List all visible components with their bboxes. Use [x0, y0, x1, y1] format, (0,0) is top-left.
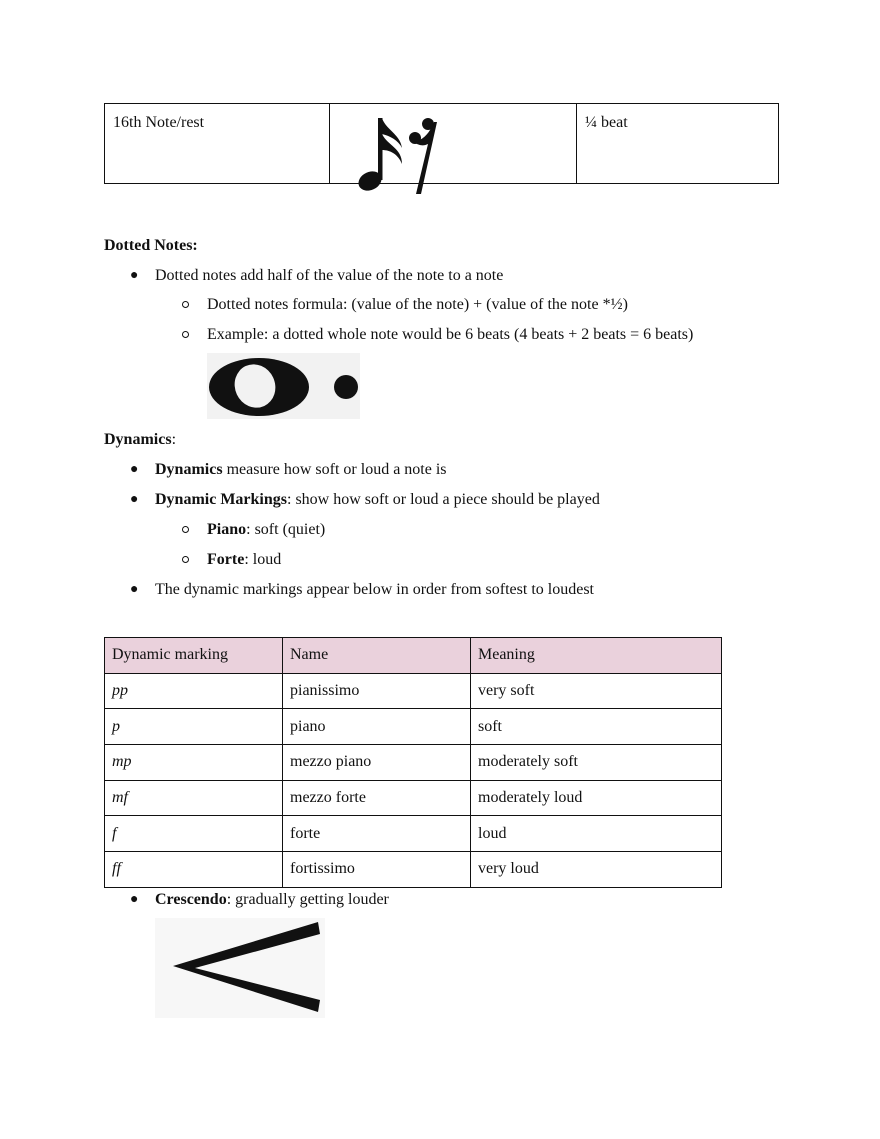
- header-meaning: Meaning: [471, 638, 722, 674]
- table-header-row: [105, 638, 722, 674]
- marking-cell: mp: [105, 745, 283, 781]
- marking-cell: f: [105, 816, 283, 852]
- name-cell: piano: [283, 709, 471, 745]
- table-row: [105, 709, 722, 745]
- dynamics-heading: Dynamics:: [104, 431, 177, 448]
- dotted-formula-text: Dotted notes formula: (value of the note) + (value of the note *½): [207, 296, 628, 313]
- dotted-example-text: Example: a dotted whole note would be 6 beats (4 beats + 2 beats = 6 beats): [207, 326, 694, 343]
- table-row: [105, 745, 722, 781]
- note-duration-cell: ¼ beat: [577, 104, 779, 184]
- table-row: [105, 673, 722, 709]
- name-cell: fortissimo: [283, 852, 471, 888]
- name-cell: mezzo forte: [283, 780, 471, 816]
- sixteenth-note-rest-icon: [342, 104, 462, 204]
- dotted-whole-note-icon: [207, 353, 360, 419]
- name-cell: pianissimo: [283, 673, 471, 709]
- circle-bullet-icon: [182, 331, 189, 338]
- table-row: [105, 852, 722, 888]
- bullet-icon: ●: [130, 492, 139, 507]
- table-row: [105, 780, 722, 816]
- note-symbol-cell: [330, 104, 577, 184]
- piano-definition: Piano: soft (quiet): [207, 521, 326, 538]
- note-value-table: [104, 103, 779, 184]
- forte-definition: Forte: loud: [207, 551, 282, 568]
- table-row: [105, 104, 779, 184]
- dotted-notes-heading: Dotted Notes:: [104, 237, 198, 254]
- dynamics-order-note: The dynamic markings appear below in order from softest to loudest: [155, 581, 594, 598]
- marking-cell: p: [105, 709, 283, 745]
- crescendo-definition: Crescendo: gradually getting louder: [155, 891, 389, 908]
- header-name: Name: [283, 638, 471, 674]
- meaning-cell: soft: [471, 709, 722, 745]
- meaning-cell: very soft: [471, 673, 722, 709]
- header-dynamic-marking: Dynamic marking: [105, 638, 283, 674]
- note-name-cell: 16th Note/rest: [105, 104, 330, 184]
- dotted-bullet-text: Dotted notes add half of the value of the note to a note: [155, 267, 504, 284]
- dynamics-table: [104, 637, 722, 888]
- bullet-icon: ●: [130, 892, 139, 907]
- meaning-cell: very loud: [471, 852, 722, 888]
- marking-cell: pp: [105, 673, 283, 709]
- bullet-icon: ●: [130, 582, 139, 597]
- circle-bullet-icon: [182, 556, 189, 563]
- meaning-cell: moderately loud: [471, 780, 722, 816]
- name-cell: mezzo piano: [283, 745, 471, 781]
- meaning-cell: moderately soft: [471, 745, 722, 781]
- dynamics-definition: Dynamics measure how soft or loud a note is: [155, 461, 447, 478]
- marking-cell: mf: [105, 780, 283, 816]
- meaning-cell: loud: [471, 816, 722, 852]
- marking-cell: ff: [105, 852, 283, 888]
- circle-bullet-icon: [182, 301, 189, 308]
- crescendo-hairpin-icon: [155, 918, 325, 1018]
- circle-bullet-icon: [182, 526, 189, 533]
- table-row: [105, 816, 722, 852]
- name-cell: forte: [283, 816, 471, 852]
- bullet-icon: ●: [130, 268, 139, 283]
- bullet-icon: ●: [130, 462, 139, 477]
- dynamic-markings-definition: Dynamic Markings: show how soft or loud a piece should be played: [155, 491, 600, 508]
